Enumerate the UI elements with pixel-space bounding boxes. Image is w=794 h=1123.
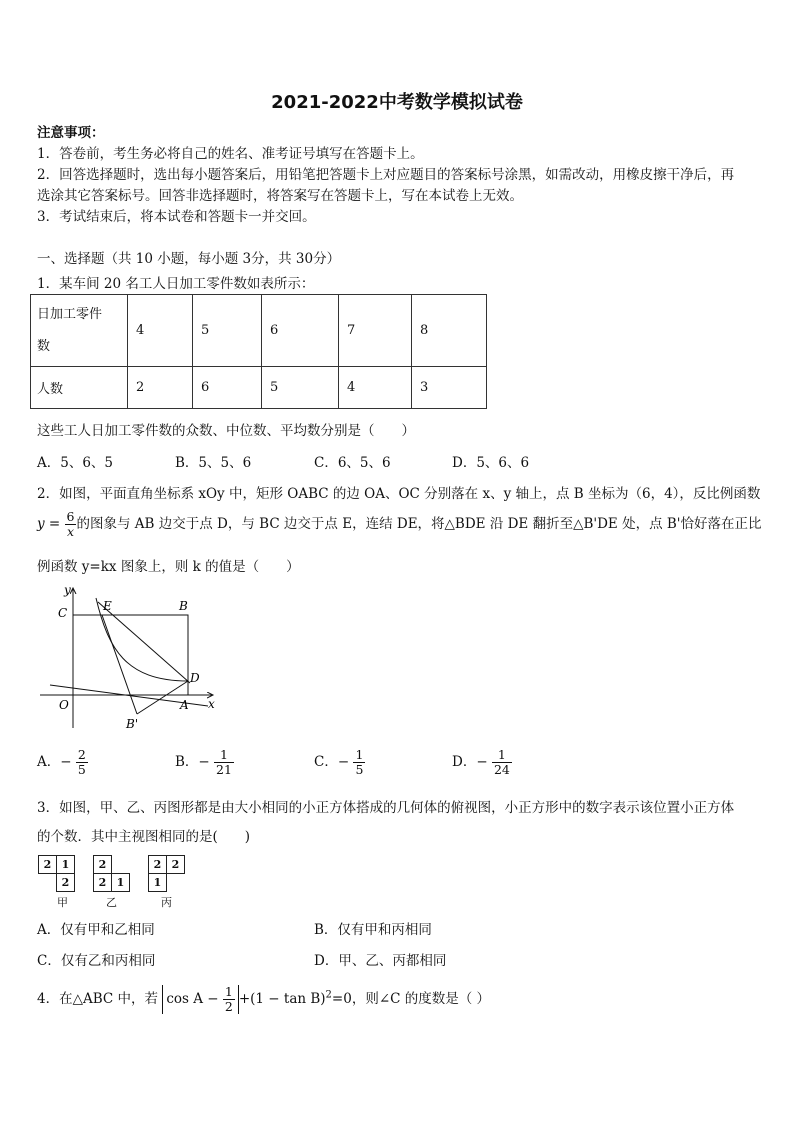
table-cell: 4 <box>339 367 412 409</box>
table-cell: 8 <box>412 295 487 367</box>
grid-yi-label: 乙 <box>106 896 117 909</box>
grid-bing: 2 2 1 <box>148 855 185 892</box>
q3-option-a[interactable]: A．仅有甲和乙相同 <box>37 922 155 938</box>
table-cell: 5 <box>193 295 262 367</box>
notice-item: 选涂其它答案标号。回答非选择题时，将答案写在答题卡上，写在本试卷上无效。 <box>37 188 523 204</box>
label-e: E <box>103 599 112 613</box>
q2-option-c[interactable]: C．− $\frac{1}{5}$ <box>314 747 364 777</box>
q1-option-c[interactable]: C．6、5、6 <box>314 455 391 471</box>
q3-option-d[interactable]: D．甲、乙、丙都相同 <box>314 953 447 969</box>
q2-option-b[interactable]: B．− $\frac{1}{21}$ <box>175 747 232 777</box>
q3-line2: 的个数．其中主视图相同的是( ) <box>37 829 251 845</box>
label-a: A <box>180 698 189 712</box>
section-heading: 一、选择题（共 10 小题，每小题 3分，共 30分） <box>37 251 341 267</box>
label-c: C <box>58 606 68 620</box>
notice-item: 2．回答选择题时，选出每小题答案后，用铅笔把答题卡上对应题目的答案标号涂黑，如需改动，用橡皮擦干净后，再 <box>37 167 735 183</box>
q4-stem: 4．在△ABC 中，若 cos A − $\frac{1}{2}$ $+(1 - \tan B)^2=0$，则∠C 的度数是（ ） <box>37 984 491 1014</box>
grid-yi: 2 2 1 <box>93 855 130 892</box>
q1-stem: 1．某车间 20 名工人日加工零件数如表所示： <box>37 276 315 292</box>
q3-line1: 3．如图，甲、乙、丙图形都是由大小相同的小正方体搭成的几何体的俯视图，小正方形中的数字表示该位置小正方体 <box>37 800 735 816</box>
grid-jia-label: 甲 <box>57 896 68 909</box>
q1-option-a[interactable]: A．5、6、5 <box>37 455 114 471</box>
rectangle-oabc <box>73 615 188 695</box>
table-cell: 6 <box>193 367 262 409</box>
page-title: 2021-2022中考数学模拟试卷 <box>271 92 523 113</box>
label-d: D <box>190 671 200 685</box>
notice-item: 3．考试结束后，将本试卷和答题卡一并交回。 <box>37 209 316 225</box>
label-b: B <box>179 599 188 613</box>
grid-jia: 2 1 2 <box>38 855 75 892</box>
label-o: O <box>59 698 69 712</box>
table-cell: 3 <box>412 367 487 409</box>
notice-item: 1．答卷前，考生务必将自己的姓名、准考证号填写在答题卡上。 <box>37 146 424 162</box>
q3-option-b[interactable]: B．仅有甲和丙相同 <box>314 922 432 938</box>
q3-option-c[interactable]: C．仅有乙和丙相同 <box>37 953 156 969</box>
label-y: y <box>64 583 71 597</box>
table-cell: 5 <box>262 367 339 409</box>
q2-line1: 2．如图，平面直角坐标系 xOy 中，矩形 OABC 的边 OA、OC 分别落在 x、y 轴上，点 B 坐标为（6，4），反比例函数 <box>37 486 761 502</box>
q2-option-d[interactable]: D．− $\frac{1}{24}$ <box>452 747 510 777</box>
fraction-6-over-x: $\frac{6}{x}$ <box>66 509 75 539</box>
table-cell: 6 <box>262 295 339 367</box>
q1-option-b[interactable]: B．5、5、6 <box>175 455 252 471</box>
table-cell: 2 <box>128 367 193 409</box>
q2-option-a[interactable]: A．− $\frac{2}{5}$ <box>37 747 86 777</box>
q1-question: 这些工人日加工零件数的众数、中位数、平均数分别是（ ） <box>37 423 415 439</box>
label-b-prime: B' <box>126 717 139 731</box>
table-cell: 7 <box>339 295 412 367</box>
q1-table <box>30 294 487 409</box>
absolute-value: cos A − $\frac{1}{2}$ <box>162 985 239 1014</box>
notice-heading: 注意事项： <box>37 125 105 141</box>
grid-bing-label: 丙 <box>161 896 172 909</box>
table-cell: 4 <box>128 295 193 367</box>
q1-option-d[interactable]: D．5、6、6 <box>452 455 530 471</box>
label-x: x <box>208 697 215 711</box>
q2-figure <box>30 578 230 738</box>
table-row-label: 人数 <box>31 367 128 409</box>
q2-line3: 例函数 y=kx 图象上，则 k 的值是（ ） <box>37 559 300 575</box>
table-row-label: 日加工零件 数 <box>31 295 128 367</box>
q2-line2: y = $\frac{6}{x}$ 的图象与 AB 边交于点 D，与 BC 边交于点 E，连结 DE，将△BDE 沿 DE 翻折至△B'DE 处，点 B'恰好落在正比 <box>37 509 762 539</box>
